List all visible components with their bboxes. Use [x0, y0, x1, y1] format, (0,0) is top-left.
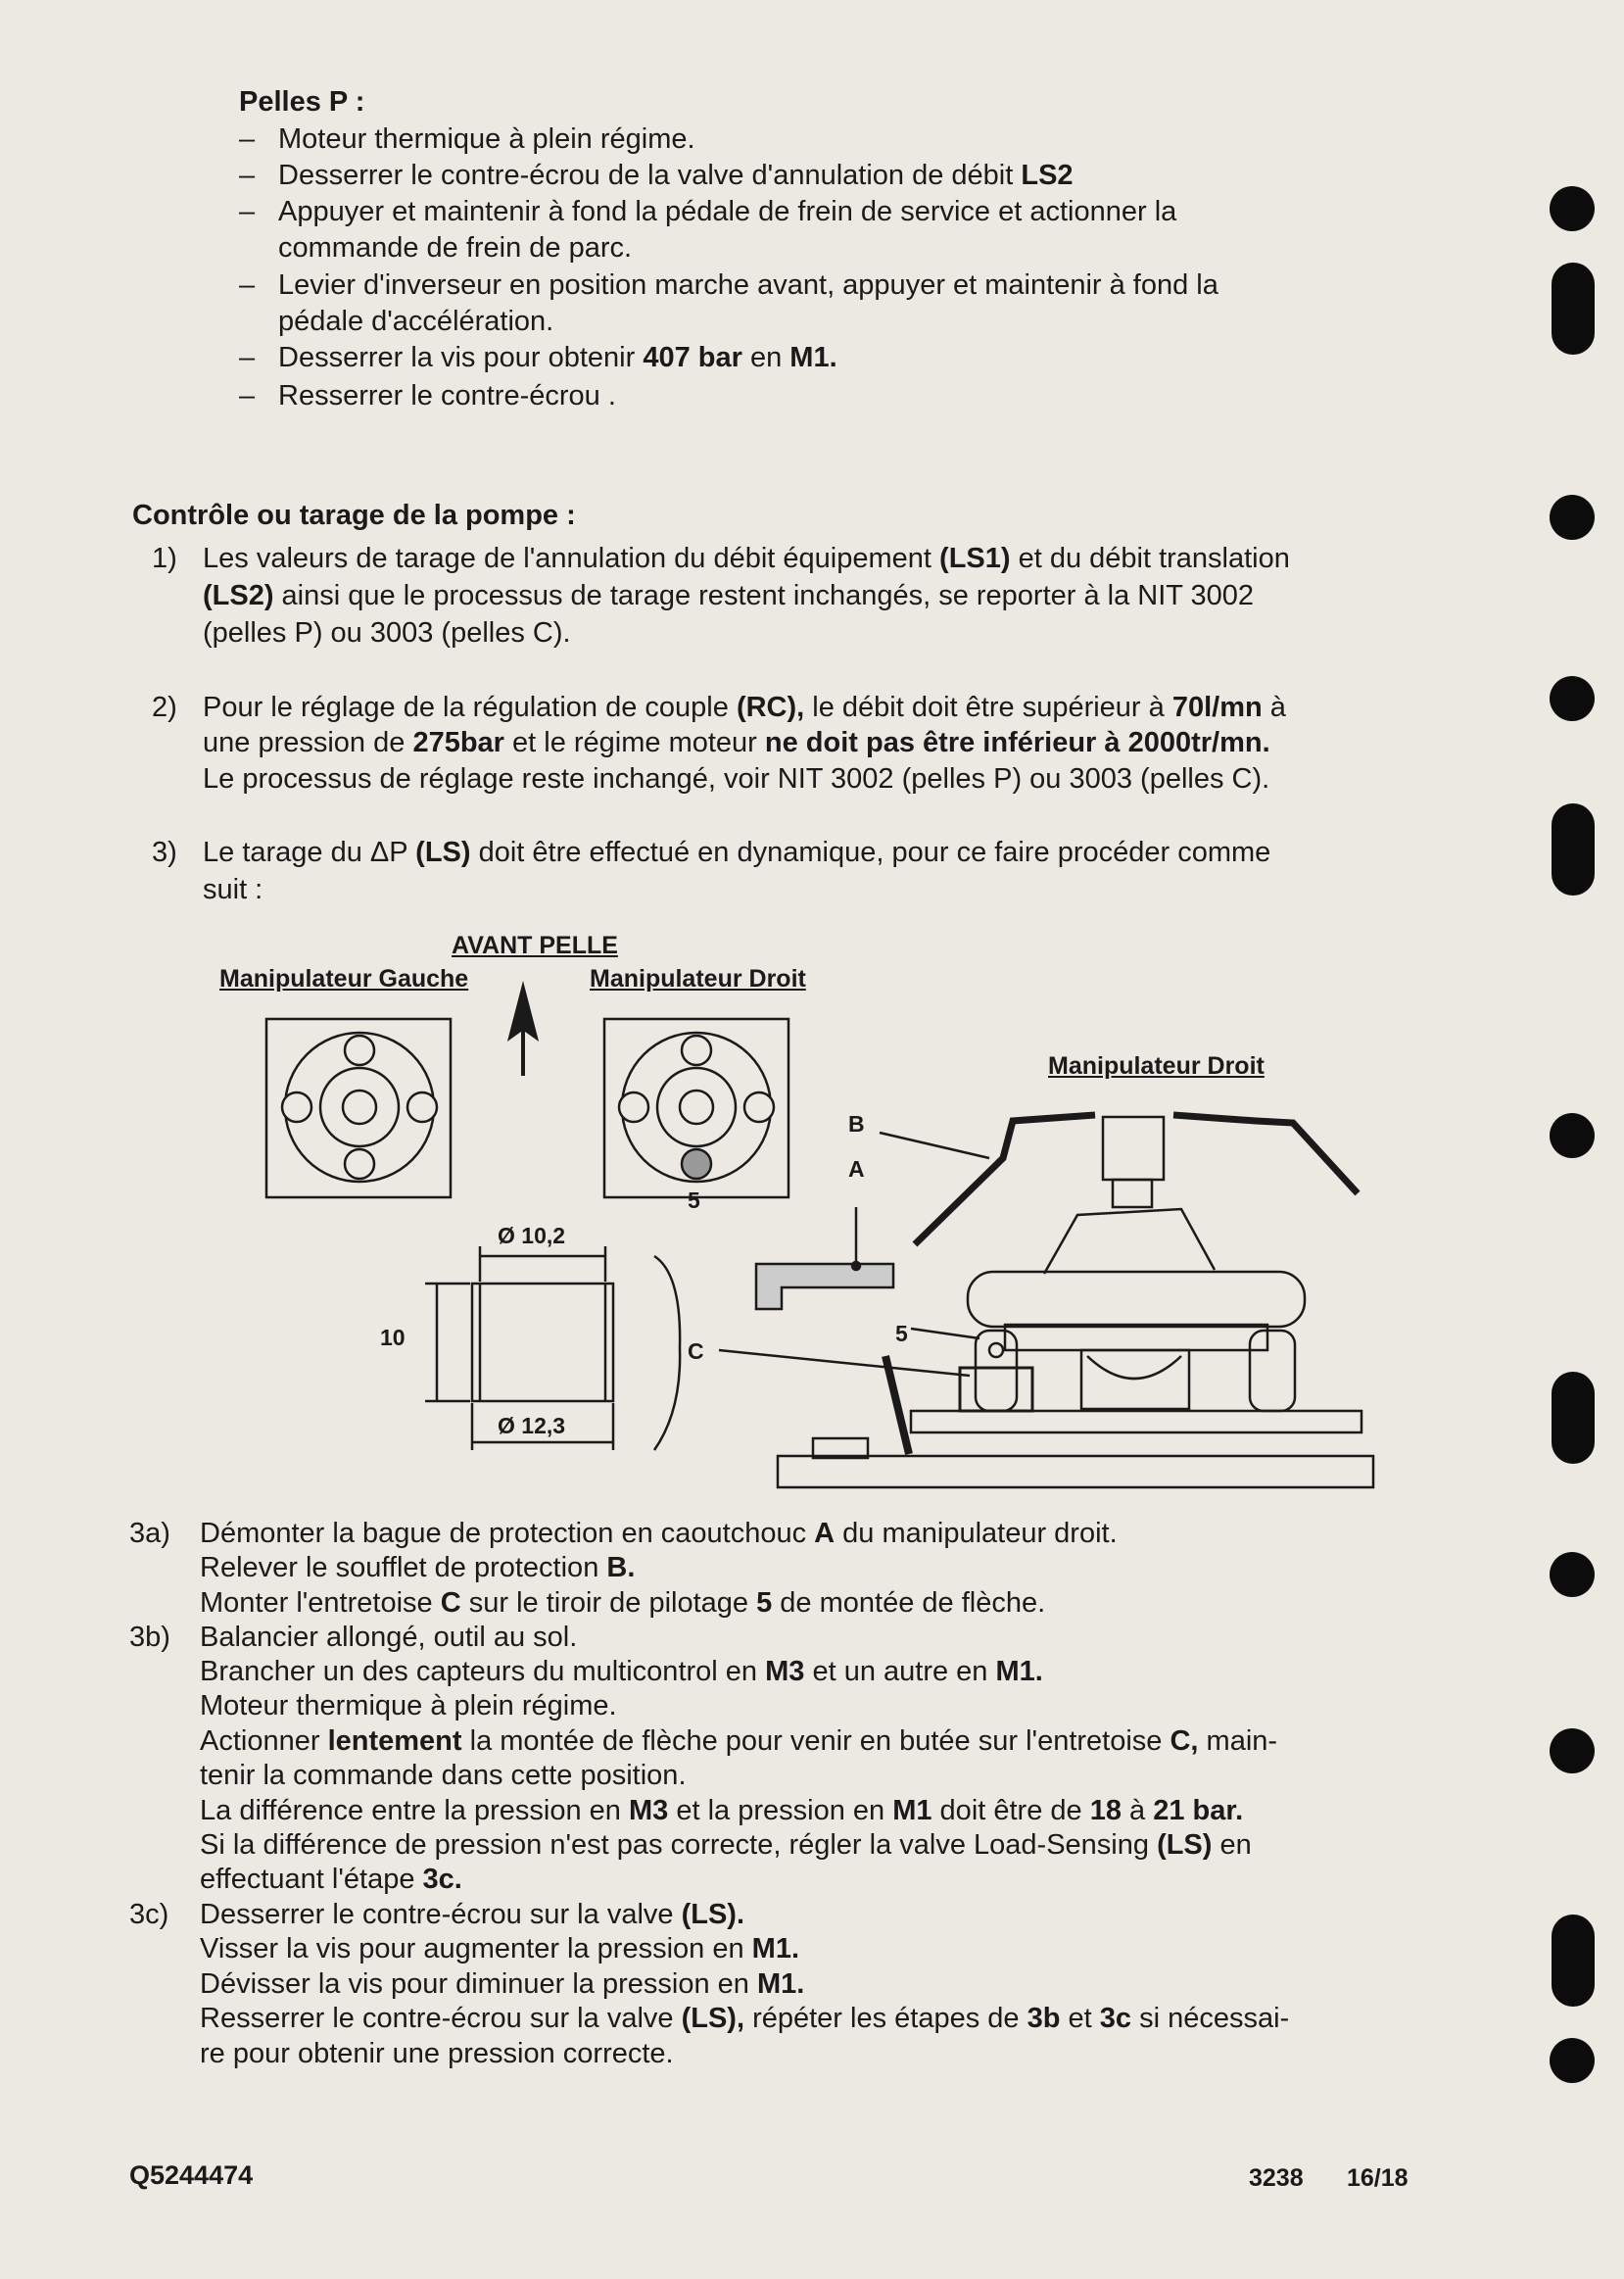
front-label: AVANT PELLE: [452, 932, 618, 959]
spool-5-label: 5: [688, 1188, 700, 1213]
step-number: 3a): [129, 1518, 170, 1549]
list-bullet: –: [239, 342, 256, 373]
list-item: Appuyer et maintenir à fond la pédale de frein de service et actionner la: [278, 196, 1177, 227]
list-item: Moteur thermique à plein régime.: [278, 123, 695, 155]
list-item: Desserrer le contre-écrou de la valve d'annulation de débit LS2: [278, 160, 1074, 191]
binder-hole: [1550, 1552, 1595, 1597]
step-number: 3b): [129, 1622, 170, 1653]
step-line: Moteur thermique à plein régime.: [200, 1690, 617, 1721]
step-line: Brancher un des capteurs du multicontrol en M3 et un autre en M1.: [200, 1656, 1043, 1687]
step-line: tenir la commande dans cette position.: [200, 1760, 687, 1791]
binder-hole: [1552, 803, 1595, 896]
step-line: Resserrer le contre-écrou sur la valve (LS), répéter les étapes de 3b et 3c si nécessai-: [200, 2003, 1290, 2034]
paragraph-line: suit :: [203, 874, 263, 905]
binder-hole: [1550, 1728, 1595, 1773]
step-line: Démonter la bague de protection en caoutchouc A du manipulateur droit.: [200, 1518, 1118, 1549]
step-line: Monter l'entretoise C sur le tiroir de pilotage 5 de montée de flèche.: [200, 1587, 1046, 1619]
front-arrow-icon: [509, 986, 537, 1076]
binder-hole: [1550, 1113, 1595, 1158]
list-bullet: –: [239, 160, 256, 191]
list-item: Resserrer le contre-écrou .: [278, 380, 616, 412]
item-number: 2): [152, 692, 177, 723]
binder-hole: [1550, 186, 1595, 231]
step-line: La différence entre la pression en M3 et la pression en M1 doit être de 18 à 21 bar.: [200, 1795, 1244, 1826]
binder-hole: [1550, 2038, 1595, 2083]
paragraph-line: (pelles P) ou 3003 (pelles C).: [203, 617, 571, 649]
paragraph-line: Le tarage du ΔP (LS) doit être effectué en dynamique, pour ce faire procéder comme: [203, 837, 1271, 868]
left-joystick-pattern-icon: [266, 1019, 451, 1197]
list-item-continuation: pédale d'accélération.: [278, 306, 554, 337]
height-label: 10: [380, 1325, 406, 1350]
paragraph-line: (LS2) ainsi que le processus de tarage restent inchangés, se reporter à la NIT 3002: [203, 580, 1255, 611]
step-line: Actionner lentement la montée de flèche pour venir en butée sur l'entretoise C, main-: [200, 1725, 1278, 1757]
paragraph-line: Les valeurs de tarage de l'annulation du débit équipement (LS1) et du débit translation: [203, 543, 1290, 574]
right-joystick-pattern-icon: [604, 1019, 788, 1197]
section-title: Contrôle ou tarage de la pompe :: [132, 500, 576, 531]
step-line: Visser la vis pour augmenter la pression en M1.: [200, 1933, 799, 1964]
list-item-continuation: commande de frein de parc.: [278, 232, 633, 264]
binder-hole: [1550, 676, 1595, 721]
footer-doc-number: 3238: [1249, 2164, 1304, 2192]
binder-hole: [1552, 1372, 1595, 1464]
label-5-detail: 5: [895, 1321, 908, 1346]
item-number: 3): [152, 837, 177, 868]
step-line: Dévisser la vis pour diminuer la pression en M1.: [200, 1968, 805, 2000]
step-line: Desserrer le contre-écrou sur la valve (LS).: [200, 1899, 745, 1930]
list-bullet: –: [239, 196, 256, 227]
inner-diameter-label: Ø 10,2: [498, 1223, 566, 1248]
paragraph-line: Pour le réglage de la régulation de couple (RC), le débit doit être supérieur à 70l/mn à: [203, 692, 1286, 723]
step-line: Si la différence de pression n'est pas correcte, régler la valve Load-Sensing (LS) en: [200, 1829, 1252, 1861]
paragraph-line: une pression de 275bar et le régime moteur ne doit pas être inférieur à 2000tr/mn.: [203, 727, 1270, 758]
right-joystick-detail-label: Manipulateur Droit: [1048, 1052, 1265, 1080]
list-item: Levier d'inverseur en position marche avant, appuyer et maintenir à fond la: [278, 269, 1218, 301]
step-number: 3c): [129, 1899, 169, 1930]
binder-hole: [1552, 1915, 1595, 2007]
footer-reference: Q5244474: [129, 2160, 254, 2190]
list-bullet: –: [239, 269, 256, 301]
paragraph-line: Le processus de réglage reste inchangé, voir NIT 3002 (pelles P) ou 3003 (pelles C).: [203, 763, 1270, 795]
left-joystick-label: Manipulateur Gauche: [219, 965, 469, 993]
binder-hole: [1550, 495, 1595, 540]
label-b: B: [848, 1111, 865, 1137]
step-line: re pour obtenir une pression correcte.: [200, 2038, 674, 2069]
list-bullet: –: [239, 123, 256, 155]
footer-page-number: 16/18: [1347, 2164, 1409, 2192]
list-item: Desserrer la vis pour obtenir 407 bar en M1.: [278, 342, 837, 373]
list-bullet: –: [239, 380, 256, 412]
step-line: Relever le soufflet de protection B.: [200, 1552, 636, 1583]
outer-diameter-label: Ø 12,3: [498, 1413, 566, 1438]
spacer-c-label: C: [688, 1338, 704, 1364]
binder-hole: [1552, 263, 1595, 355]
section-title: Pelles P :: [239, 86, 365, 118]
item-number: 1): [152, 543, 177, 574]
right-joystick-label: Manipulateur Droit: [590, 965, 806, 993]
step-line: Balancier allongé, outil au sol.: [200, 1622, 578, 1653]
label-a: A: [848, 1156, 865, 1182]
step-line: effectuant l'étape 3c.: [200, 1864, 462, 1895]
